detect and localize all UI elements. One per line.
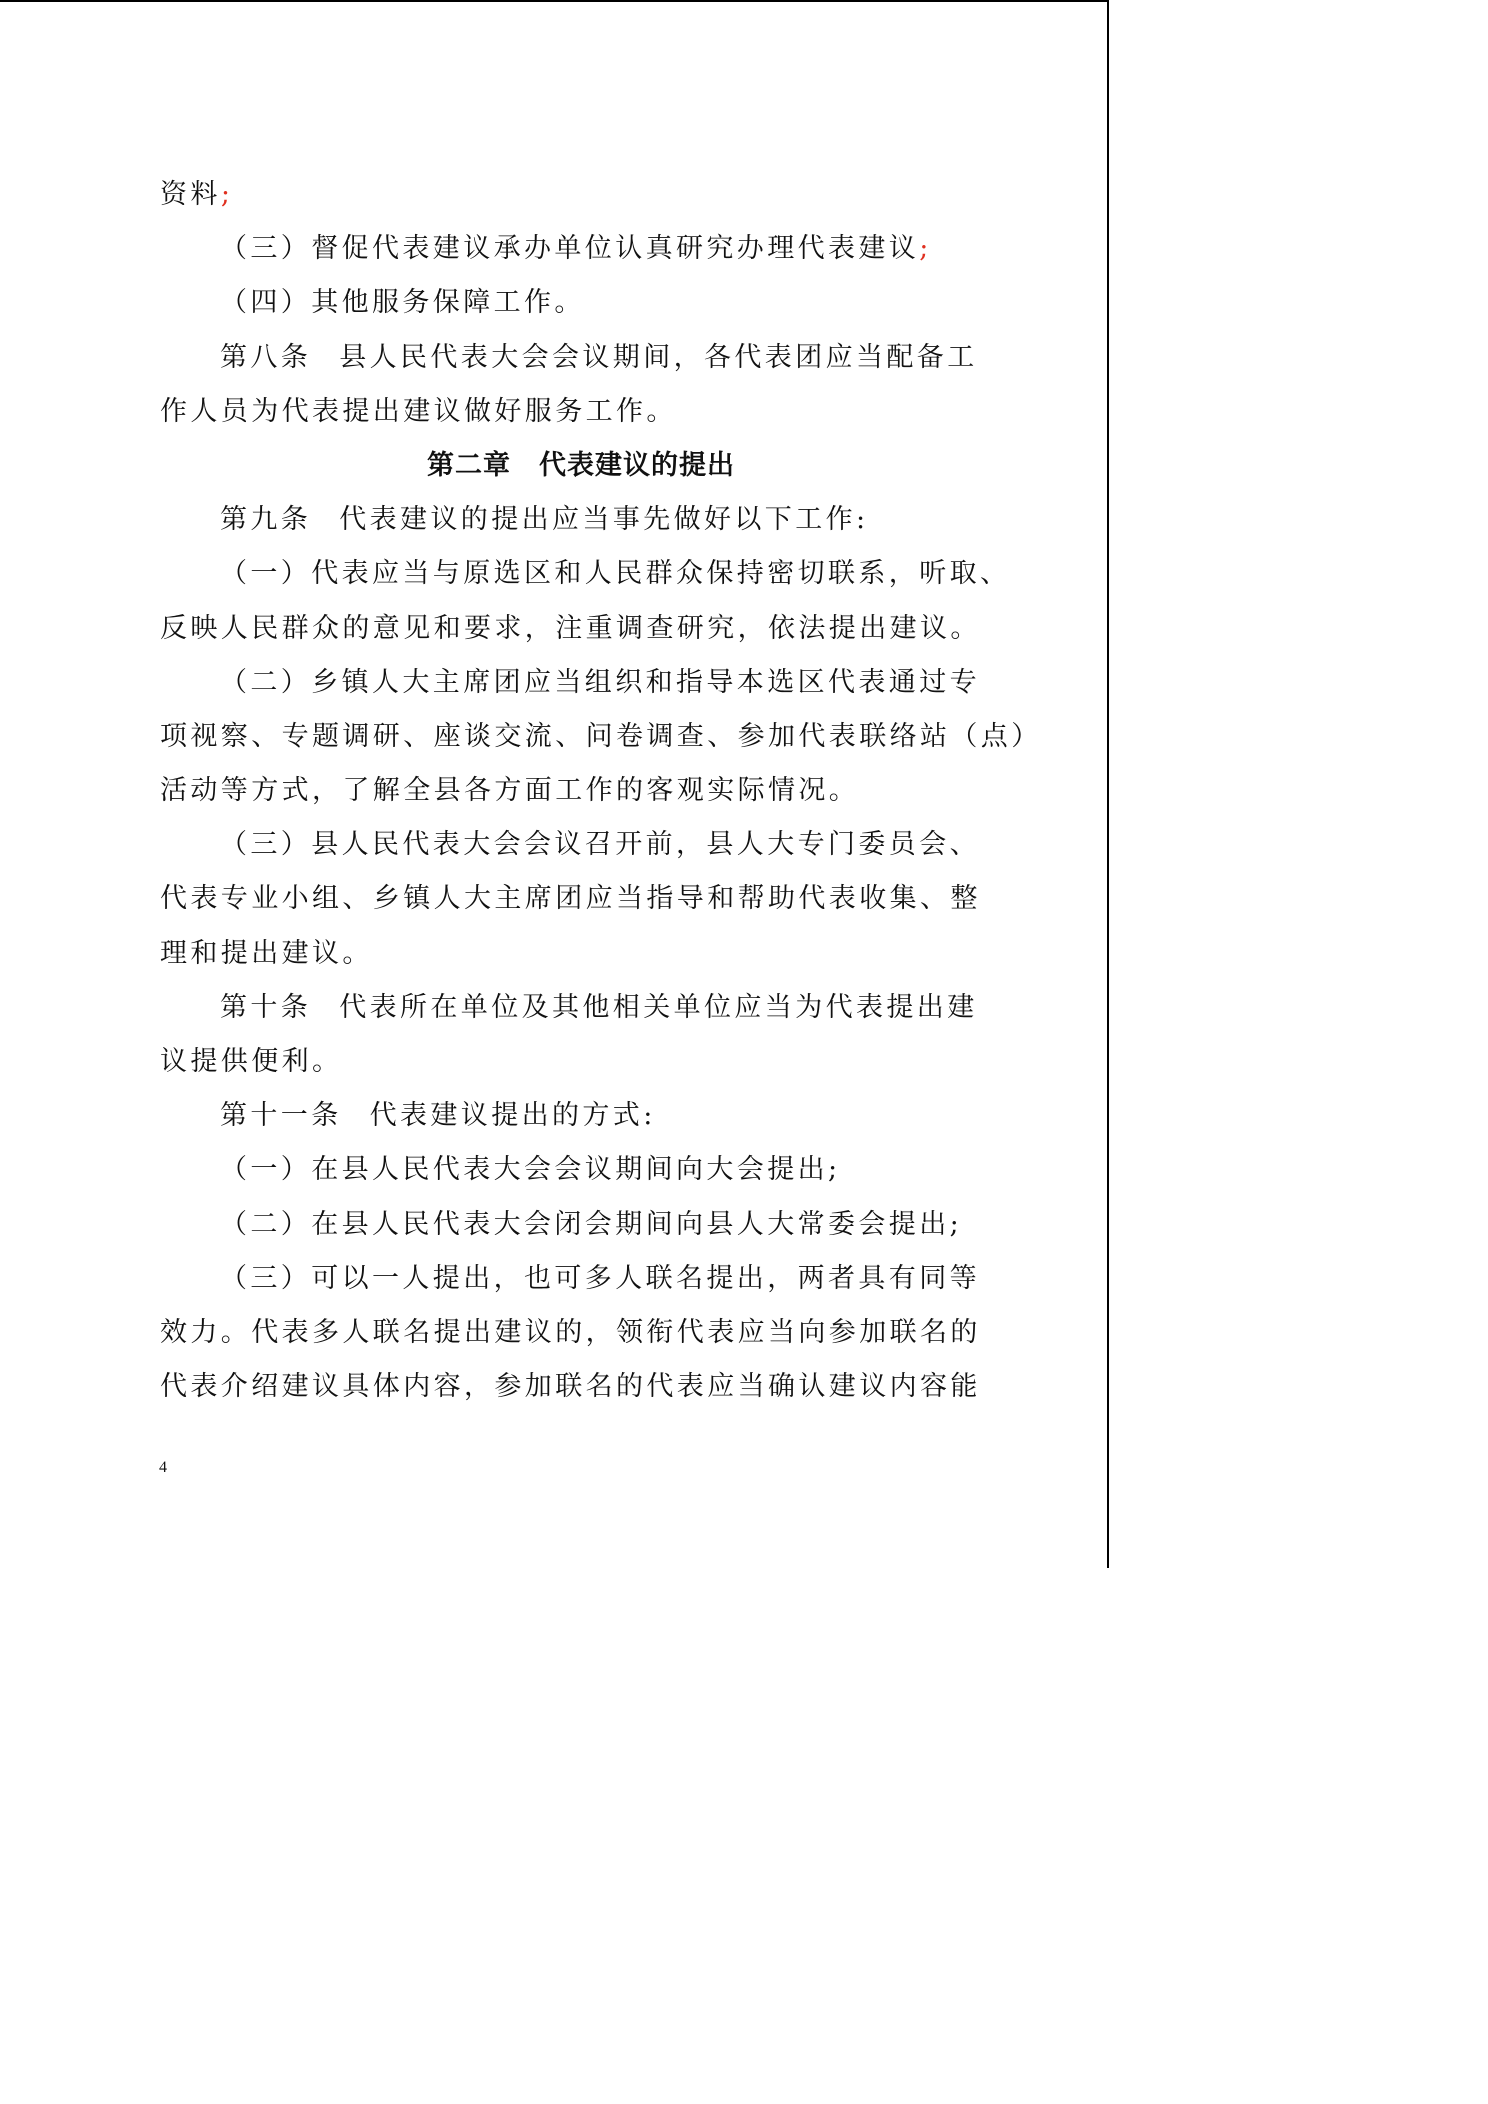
text-line [160,764,978,818]
article-number: 第九条 [220,504,312,536]
text-line [160,602,981,656]
line-text: （一）在县人民代表大会会议期间向大会提出; [220,1154,841,1186]
line-text: 资料 [160,179,221,210]
line-text: 代表所在单位及其他相关单位应当为代表提出建 [339,991,978,1023]
text-line [160,872,981,926]
line-text: 作人员为代表提出建议做好服务工作。 [160,395,677,427]
text-line [160,1252,978,1306]
text-line [160,710,1042,764]
article-number: 第八条 [220,341,312,373]
text-line [160,818,978,872]
line-text: （三）县人民代表大会会议召开前，县人大专门委员会、 [220,829,980,861]
line-text: 代表建议提出的方式: [369,1100,656,1132]
article-number: 第十条 [220,991,312,1023]
chapter-heading [160,439,978,493]
line-text: 反映人民群众的意见和要求，注重调查研究，依法提出建议。 [160,612,981,644]
text-line [160,493,978,547]
line-text: （三）可以一人提出，也可多人联名提出，两者具有同等 [220,1262,980,1294]
line-text: 代表建议的提出应当事先做好以下工作: [339,504,869,536]
text-line [160,1035,978,1089]
article-number: 第十一条 [220,1100,342,1132]
text-line [160,222,978,276]
text-line [160,547,1011,601]
line-text: 活动等方式，了解全县各方面工作的客观实际情况。 [160,775,860,807]
page-number: 4 [159,1459,167,1476]
line-text: 效力。代表多人联名提出建议的，领衔代表应当向参加联名的 [160,1316,981,1348]
line-text: （四）其他服务保障工作。 [220,287,585,319]
text-line [160,385,978,439]
highlighted-punctuation: ; [919,233,932,265]
line-text: （二）乡镇人大主席团应当组织和指导本选区代表通过专 [220,666,980,698]
text-line [160,168,978,222]
text-line [160,927,978,981]
text-line [160,1089,978,1143]
highlighted-punctuation: ; [220,179,234,210]
line-text: （一）代表应当与原选区和人民群众保持密切联系，听取、 [220,558,1011,590]
document-body [160,168,1042,1414]
line-text: （二）在县人民代表大会闭会期间向县人大常委会提出; [220,1208,963,1240]
text-line [160,276,978,330]
line-text: 项视察、专题调研、座谈交流、问卷调查、参加代表联络站（点） [160,720,1042,752]
text-line [160,981,978,1035]
text-line [160,331,978,385]
text-line [160,1306,981,1360]
line-text: 代表介绍建议具体内容，参加联名的代表应当确认建议内容能 [160,1371,981,1403]
text-line [160,1198,978,1252]
line-text: 代表建议的提出 [539,449,735,481]
article-number: 第二章 [427,449,511,481]
line-text: （三）督促代表建议承办单位认真研究办理代表建议 [220,233,920,265]
line-text: 议提供便利。 [160,1046,343,1077]
text-line [160,1360,981,1414]
text-line [160,1143,978,1197]
line-text: 县人民代表大会会议期间，各代表团应当配备工 [339,341,978,373]
line-text: 代表专业小组、乡镇人大主席团应当指导和帮助代表收集、整 [160,883,981,915]
text-line [160,656,978,710]
line-text: 理和提出建议。 [160,937,373,969]
